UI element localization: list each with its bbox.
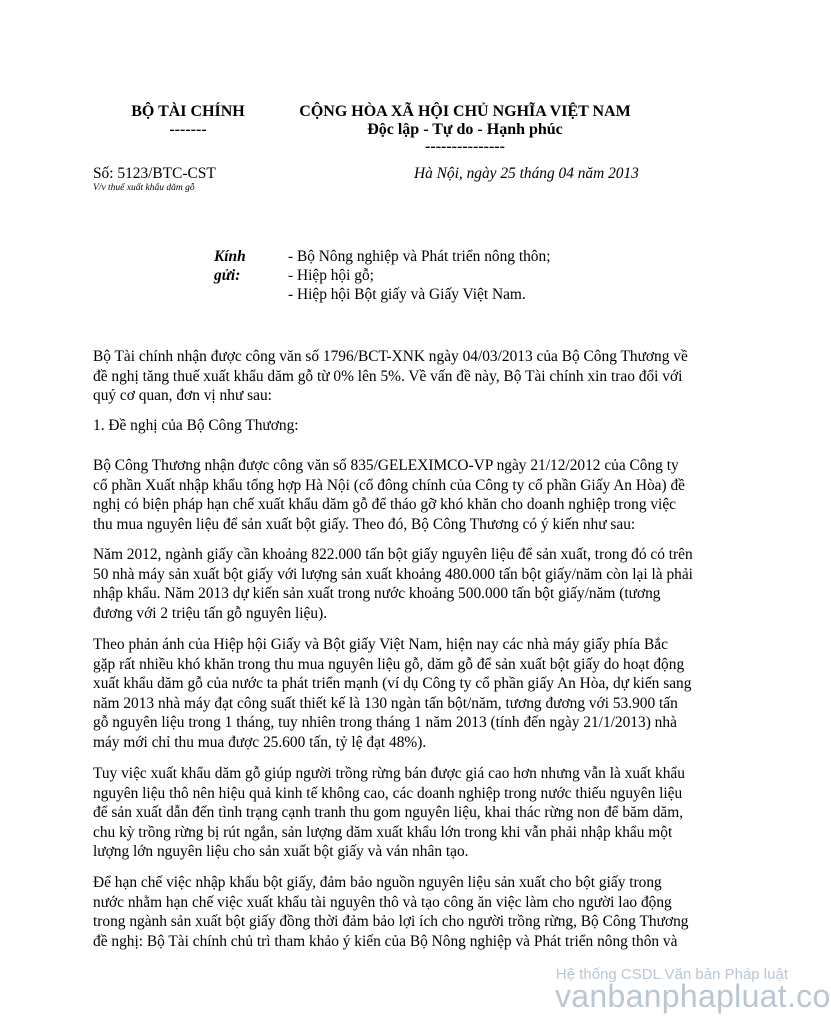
national-motto: Độc lập - Tự do - Hạnh phúc <box>367 121 563 138</box>
recipient-item: - Hiệp hội Bột giấy và Giấy Việt Nam. <box>288 286 526 303</box>
ministry-name: BỘ TÀI CHÍNH <box>131 103 245 120</box>
motto-rule: --------------- <box>425 138 505 155</box>
document-subject: V/v thuế xuất khẩu dăm gỗ <box>93 183 195 193</box>
watermark-caption: Hệ thống CSDL Văn bản Pháp luật <box>555 966 788 983</box>
body-paragraph-proposal: Để hạn chế việc nhập khẩu bột giấy, đảm bảo nguồn nguyên liệu sản xuất cho bột giấy trong nước nhằm hạn chế việc xuất khẩu tài nguyên thô và tạo công ăn việc làm cho người lao động trong ngành sản xuất bột giấy đồng thời đảm bảo lợi ích cho người trồng rừng, Bộ Công Thương đề nghị: Bộ Tài chính chủ trì tham khảo ý kiến của Bộ Nông nghiệp và Phát triển nông thôn và <box>93 874 689 950</box>
place-date: Hà Nội, ngày 25 tháng 04 năm 2013 <box>414 165 639 182</box>
watermark-site: vanbanphapluat.co <box>555 978 831 1014</box>
body-paragraph-request: Bộ Công Thương nhận được công văn số 835/GELEXIMCO-VP ngày 21/12/2012 của Công ty cổ phần Xuất nhập khẩu tổng hợp Hà Nội (cổ đông chính của Công ty cổ phần Giấy An Hòa) đề nghị có biện pháp hạn chế xuất khẩu dăm gỗ để tháo gỡ khó khăn cho doanh nghiệp trong việc thu mua nguyên liệu để sản xuất bột giấy. Theo đó, Bộ Công Thương có ý kiến như sau: <box>93 457 685 533</box>
body-paragraph-intro: Bộ Tài chính nhận được công văn số 1796/BCT-XNK ngày 04/03/2013 của Bộ Công Thương về đề nghị tăng thuế xuất khẩu dăm gỗ từ 0% lên 5%. Về vấn đề này, Bộ Tài chính xin trao đổi với quý cơ quan, đơn vị như sau: <box>93 348 688 405</box>
recipient-item: - Hiệp hội gỗ; <box>288 267 374 284</box>
body-paragraph-export-impact: Tuy việc xuất khẩu dăm gỗ giúp người trồng rừng bán được giá cao hơn nhưng vẫn là xuất khẩu nguyên liệu thô nên hiệu quả kinh tế không cao, các doanh nghiệp trong nước thiếu nguyên liệu để sản xuất dẫn đến tình trạng cạnh tranh thu gom nguyên liệu, khai thác rừng non để băm dăm, chu kỳ trồng rừng bị rút ngắn, sản lượng dăm xuất khẩu lớn trong khi vẫn phải nhập khẩu một lượng lớn nguyên liệu cho sản xuất bột giấy và ván nhân tạo. <box>93 765 685 861</box>
ministry-rule: ------- <box>169 121 207 138</box>
recipients-label: Kính gửi: <box>214 248 246 284</box>
republic-name: CỘNG HÒA XÃ HỘI CHỦ NGHĨA VIỆT NAM <box>299 103 631 120</box>
section-heading: 1. Đề nghị của Bộ Công Thương: <box>93 417 299 434</box>
body-paragraph-difficulties: Theo phản ánh của Hiệp hội Giấy và Bột giấy Việt Nam, hiện nay các nhà máy giấy phía Bắc gặp rất nhiều khó khăn trong thu mua nguyên liệu gỗ, dăm gỗ để sản xuất bột giấy do hoạt động xuất khẩu dăm gỗ của nước ta phát triển mạnh (ví dụ Công ty cổ phần giấy An Hòa, dự kiến sang năm 2013 nhà máy đạt công suất thiết kế là 130 ngàn tấn bột/năm, tương đương với 53.900 tấn gỗ nguyên liệu trong 1 tháng, tuy nhiên trong tháng 1 năm 2013 (tính đến ngày 21/1/2013) nhà máy mới chỉ thu mua được 25.600 tấn, tỷ lệ đạt 48%). <box>93 636 692 751</box>
document-number: Số: 5123/BTC-CST <box>93 165 216 182</box>
recipient-item: - Bộ Nông nghiệp và Phát triển nông thôn; <box>288 248 551 265</box>
body-paragraph-production: Năm 2012, ngành giấy cần khoảng 822.000 tấn bột giấy nguyên liệu để sản xuất, trong đó có trên 50 nhà máy sản xuất bột giấy với lượng sản xuất khoảng 480.000 tấn bột giấy/năm còn lại là phải nhập khẩu. Năm 2013 dự kiến sản xuất trong nước khoảng 500.000 tấn bột giấy/năm (tương đương với 2 triệu tấn gỗ nguyên liệu). <box>93 546 693 622</box>
recipients-list <box>288 247 550 304</box>
